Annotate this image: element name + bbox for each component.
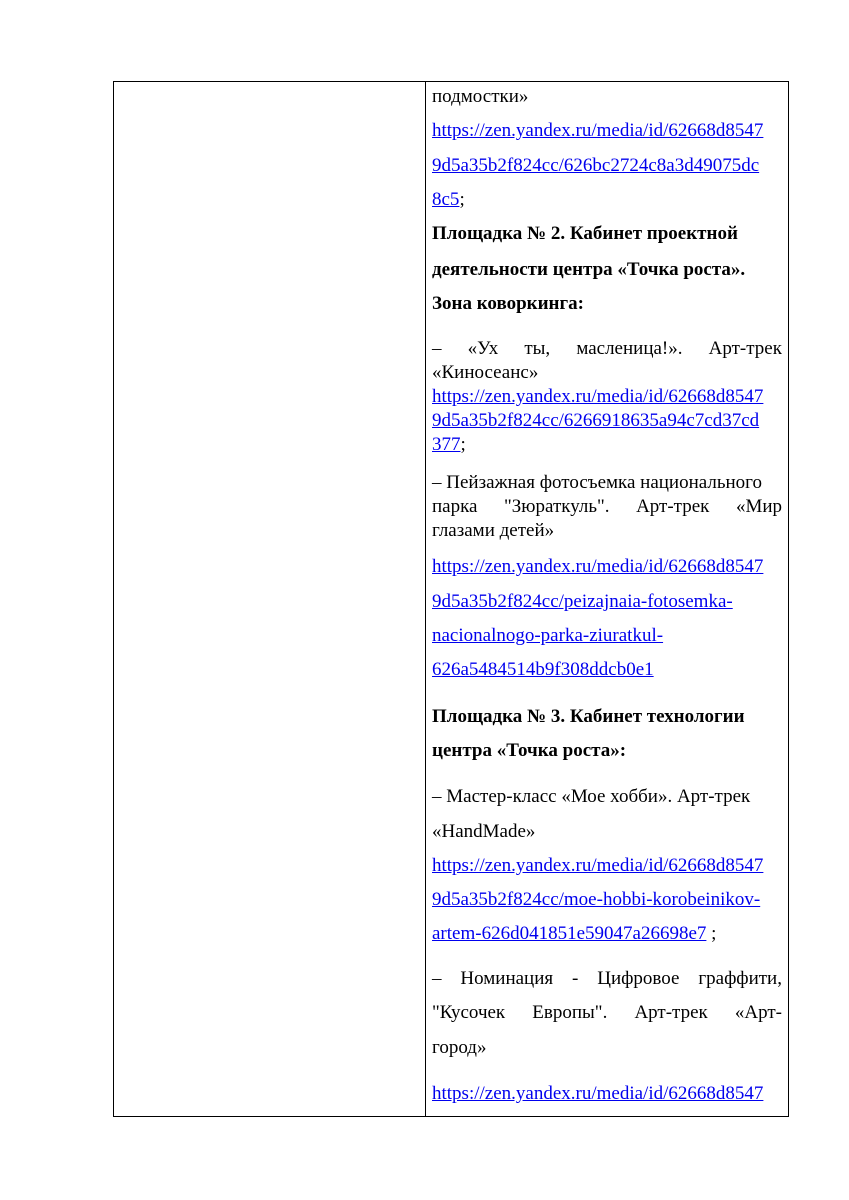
- word: масленица!».: [576, 338, 683, 359]
- link-text[interactable]: https://zen.yandex.ru/media/id/62668d8547: [432, 120, 764, 141]
- word: Арт-трек: [634, 1002, 708, 1023]
- word: -: [572, 968, 579, 989]
- word: Европы".: [532, 1002, 608, 1023]
- link-line[interactable]: [432, 923, 782, 947]
- word: граффити,: [698, 968, 782, 989]
- punctuation: ;: [706, 923, 717, 944]
- heading-line: Площадка № 2. Кабинет проектной: [432, 223, 738, 244]
- text-line: «HandMade»: [432, 821, 536, 842]
- link-line[interactable]: [432, 120, 782, 144]
- text-line: «Киносеанс»: [432, 362, 539, 383]
- word: «Арт-: [734, 1002, 782, 1023]
- link-line[interactable]: [432, 1083, 782, 1107]
- link-line[interactable]: [432, 855, 782, 879]
- link-text[interactable]: 8c5: [432, 189, 460, 210]
- link-text[interactable]: 377: [432, 434, 461, 455]
- text-line: город»: [432, 1037, 487, 1058]
- link-text[interactable]: https://zen.yandex.ru/media/id/62668d8547: [432, 855, 764, 876]
- link-text[interactable]: https://zen.yandex.ru/media/id/62668d8547: [432, 386, 764, 407]
- word: Арт-трек: [636, 496, 710, 517]
- heading-line: Площадка № 3. Кабинет технологии: [432, 706, 745, 727]
- text-line: [432, 338, 782, 362]
- link-line[interactable]: [432, 155, 782, 179]
- link-line[interactable]: [432, 591, 782, 615]
- link-text[interactable]: https://zen.yandex.ru/media/id/62668d8547: [432, 1083, 764, 1104]
- link-line[interactable]: [432, 434, 782, 458]
- word: «Ух: [467, 338, 499, 359]
- text-line: – Мастер-класс «Мое хобби». Арт-трек: [432, 786, 751, 807]
- link-text[interactable]: 626a5484514b9f308ddcb0e1: [432, 659, 654, 680]
- word: "Кусочек: [432, 1002, 506, 1023]
- text-line: [432, 496, 782, 520]
- link-line[interactable]: [432, 659, 782, 683]
- link-line[interactable]: [432, 889, 782, 913]
- word: Арт-трек: [708, 338, 782, 359]
- link-text[interactable]: 9d5a35b2f824cc/626bc2724c8a3d49075dc: [432, 155, 760, 176]
- word: –: [432, 968, 442, 989]
- link-line[interactable]: [432, 189, 782, 213]
- link-text[interactable]: artem-626d041851e59047a26698e7: [432, 923, 707, 944]
- text-line: [432, 1002, 782, 1026]
- heading-line: деятельности центра «Точка роста».: [432, 259, 746, 280]
- word: «Мир: [735, 496, 782, 517]
- heading-line: центра «Точка роста»:: [432, 740, 627, 761]
- link-line[interactable]: [432, 556, 782, 580]
- heading-line: Зона коворкинга:: [432, 293, 584, 314]
- link-line[interactable]: [432, 410, 782, 434]
- word: –: [432, 338, 442, 359]
- word: парка: [432, 496, 478, 517]
- word: ты,: [524, 338, 551, 359]
- link-line[interactable]: [432, 386, 782, 410]
- link-text[interactable]: nacionalnogo-parka-ziuratkul-: [432, 625, 664, 646]
- document-table: [113, 81, 789, 1117]
- word: Номинация: [460, 968, 554, 989]
- punctuation: ;: [459, 189, 465, 210]
- text-line: глазами детей»: [432, 520, 555, 541]
- text-line: – Пейзажная фотосъемка национального: [432, 472, 762, 493]
- punctuation: ;: [460, 434, 466, 455]
- link-text[interactable]: 9d5a35b2f824cc/moe-hobbi-korobeinikov-: [432, 889, 761, 910]
- word: Цифровое: [597, 968, 680, 989]
- word: "Зюраткуль".: [504, 496, 610, 517]
- link-text[interactable]: https://zen.yandex.ru/media/id/62668d8547: [432, 556, 764, 577]
- text-line: [432, 968, 782, 992]
- column-divider: [425, 82, 426, 1116]
- link-text[interactable]: 9d5a35b2f824cc/peizajnaia-fotosemka-: [432, 591, 733, 612]
- text-line: подмостки»: [432, 86, 529, 107]
- link-line[interactable]: [432, 625, 782, 649]
- link-text[interactable]: 9d5a35b2f824cc/6266918635a94c7cd37cd: [432, 410, 760, 431]
